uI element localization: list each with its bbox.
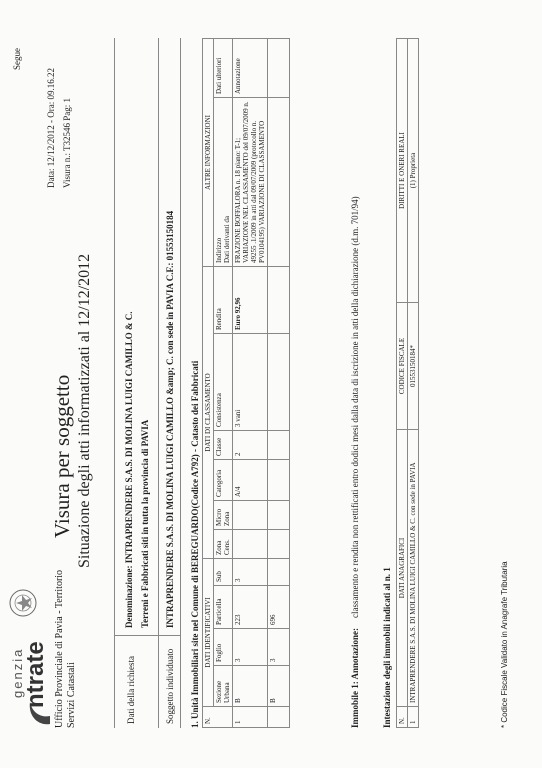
col-consistenza: Consistenza bbox=[214, 334, 233, 431]
int-row-n: 1 bbox=[408, 707, 419, 728]
row1-sub: 3 bbox=[233, 559, 268, 586]
row2-sub bbox=[268, 559, 290, 586]
row2-foglio: 3 bbox=[268, 629, 290, 666]
row2-particella: 696 bbox=[268, 586, 290, 629]
soggetto-value: INTRAPRENDERE S.A.S. DI MOLINA LUIGI CAMILLO &amp; C. con sede in PAVIA C.F.: 01553150184 bbox=[165, 210, 175, 628]
row2-categoria bbox=[268, 460, 290, 501]
logo-word-agenzia: genzia bbox=[10, 647, 25, 698]
row2-n bbox=[268, 707, 290, 728]
col-dati-derivanti-label: Dati derivanti da bbox=[223, 215, 231, 263]
denominazione: Denominazione: INTRAPRENDERE S.A.S. DI MOLINA LUIGI CAMILLO & C. bbox=[124, 311, 134, 628]
int-row-diritti: (1) Proprieta bbox=[408, 39, 419, 303]
col-dati-ulteriori: Dati ulteriori bbox=[214, 39, 233, 98]
intestazione-table bbox=[396, 38, 419, 728]
annotation-text: classamento e rendita non rettificati entro dodici mesi dalla data di iscrizione in atti della dichiarazione (d.m. 701/94) bbox=[350, 196, 360, 618]
int-col-cf: CODICE FISCALE bbox=[397, 303, 408, 430]
col-zona-cens: Zona Cens. bbox=[214, 530, 233, 559]
row1-classe: 2 bbox=[233, 431, 268, 460]
table-row bbox=[268, 39, 290, 728]
row2-indirizzo bbox=[268, 98, 290, 267]
row1-n: 1 bbox=[233, 707, 268, 728]
row1-rendita: Euro 92,96 bbox=[233, 267, 268, 334]
services-name: Servizi Catastali bbox=[66, 662, 77, 728]
annotation-label: Immobile 1: Annotazione: bbox=[350, 628, 360, 728]
page-title: Visura per soggetto bbox=[50, 374, 74, 538]
table-row bbox=[233, 39, 268, 728]
row1-indirizzo: FRAZIONE BOFFALORA n. 18 piano: T-1; VARIAZIONE NEL CLASSAMENTO del 09/07/2009 n. 49255 .1/2009 in atti dal 09/07/2009 (protocollo n. PV0104195) VARIAZIONE DI CLASSAMENTO bbox=[233, 98, 268, 267]
col-rendita: Rendita bbox=[214, 267, 233, 334]
row1-particella: 223 bbox=[233, 586, 268, 629]
row2-rendita bbox=[268, 267, 290, 334]
row2-classe bbox=[268, 431, 290, 460]
col-n: N. bbox=[203, 707, 233, 728]
col-indirizzo-label: Indirizzo bbox=[215, 237, 223, 263]
date-line: Data: 12/12/2012 - Ora: 09.16.22 bbox=[46, 68, 56, 188]
units-table bbox=[202, 38, 290, 728]
office-name: Ufficio Provinciale di Pavia - Territorio bbox=[54, 569, 65, 728]
row2-sezione: B bbox=[268, 666, 290, 707]
col-sub: Sub bbox=[214, 559, 233, 586]
group-dati-classamento: DATI DI CLASSAMENTO bbox=[203, 267, 214, 559]
int-col-n: N. bbox=[397, 707, 408, 728]
col-sezione-urbana: Sezione Urbana bbox=[214, 666, 233, 707]
section1-title: 1. Unità Immobiliari site nel Comune di BEREGUARDO(Codice A792) - Catasto dei Fabbricati bbox=[190, 360, 200, 728]
int-row-anagrafici: INTRAPRENDERE S.A.S. DI MOLINA LUIGI CAMILLO & C. con sede in PAVIA bbox=[408, 430, 419, 707]
row2-micro bbox=[268, 501, 290, 530]
logo-word-entrate: ntrate bbox=[22, 641, 49, 708]
col-foglio: Foglio bbox=[214, 629, 233, 666]
col-micro-zona: Micro Zona bbox=[214, 501, 233, 530]
row1-consistenza: 3 vani bbox=[233, 334, 268, 431]
col-particella: Particella bbox=[214, 586, 233, 629]
row1-foglio: 3 bbox=[233, 629, 268, 666]
row1-ulteriori: Annotazione bbox=[233, 39, 268, 98]
row1-sezione: B bbox=[233, 666, 268, 707]
request-label: Dati della richiesta bbox=[126, 656, 136, 724]
segue-label: Segue bbox=[12, 48, 22, 70]
state-emblem-icon bbox=[8, 588, 38, 618]
intestazione-title: Intestazione degli immobili indicati al n. 1 bbox=[382, 567, 392, 728]
visura-number: Visura n.: T32546 Pag: 1 bbox=[62, 97, 72, 188]
col-classe: Classe bbox=[214, 431, 233, 460]
int-col-anagrafici: DATI ANAGRAFICI bbox=[397, 430, 408, 707]
row1-zona bbox=[233, 530, 268, 559]
table-row bbox=[408, 39, 419, 728]
row1-micro bbox=[233, 501, 268, 530]
col-categoria: Categoria bbox=[214, 460, 233, 501]
col-indirizzo bbox=[214, 98, 233, 267]
group-dati-identificativi: DATI IDENTIFICATIVI bbox=[203, 559, 214, 707]
soggetto-label: Soggetto individuato bbox=[165, 648, 175, 724]
terreni-fabbricati: Terreni e Fabbricati siti in tutta la provincia di PAVIA bbox=[140, 419, 150, 628]
footnote: * Codice Fiscale Validato in Anagrafe Tributaria bbox=[500, 561, 509, 728]
row2-ulteriori bbox=[268, 39, 290, 98]
int-col-diritti: DIRITTI E ONERI REALI bbox=[397, 39, 408, 303]
row1-categoria: A/4 bbox=[233, 460, 268, 501]
int-row-cf: 01553150184* bbox=[408, 303, 419, 430]
group-altre-informazioni: ALTRE INFORMAZIONI bbox=[203, 39, 214, 267]
page-subtitle: Situazione degli atti informatizzati al 12/12/2012 bbox=[76, 253, 93, 568]
row2-consistenza bbox=[268, 334, 290, 431]
row2-zona bbox=[268, 530, 290, 559]
